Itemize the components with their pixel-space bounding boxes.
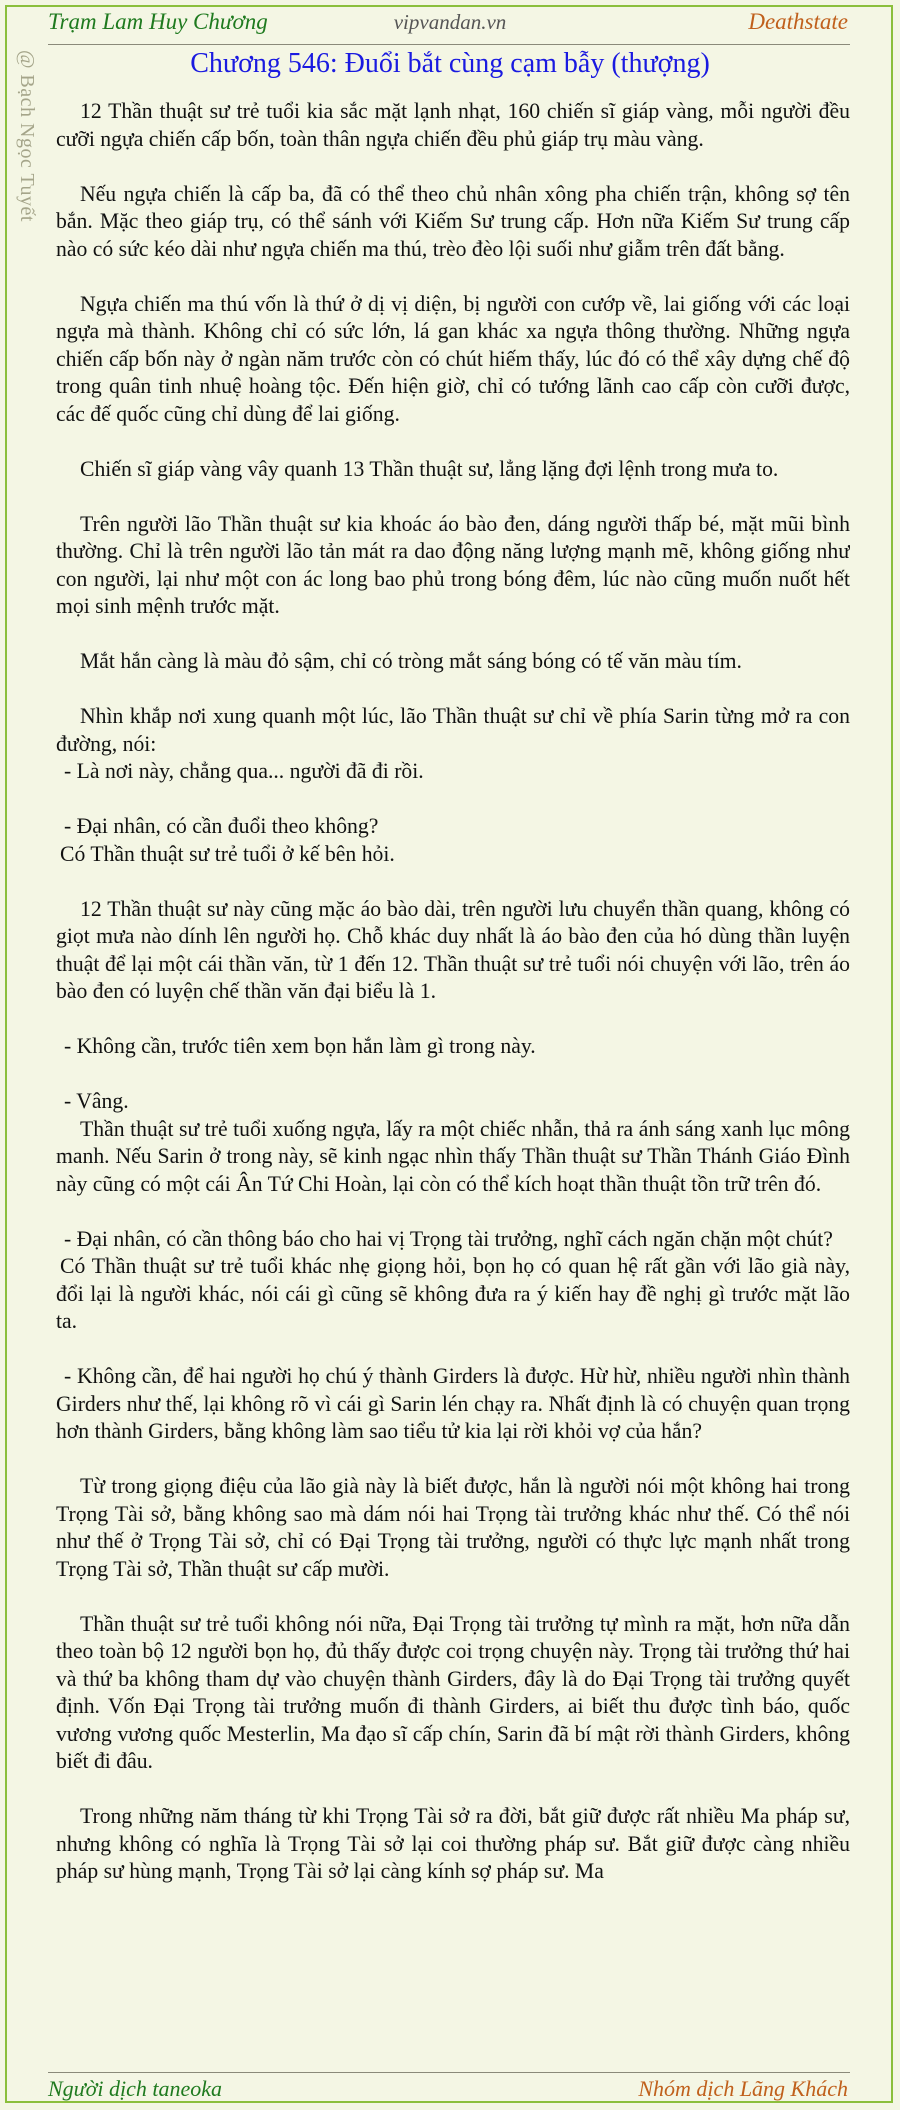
header-author: Trạm Lam Huy Chương <box>48 9 268 34</box>
paragraph: Từ trong giọng điệu của lão già này là biết được, hắn là người nói một không hai trong Trọng Tài sở, bằng không sao mà dám nói hai Trọng tài trưởng khác như thế. Có thể nói như thế ở Trọng Tài sở, chỉ có Đại Trọng tài trưởng, người có thực lực mạnh nhất trong Trọng Tài sở, Thần thuật sư cấp mười. <box>56 1474 850 1581</box>
dialogue-line: - Không cần, trước tiên xem bọn hắn làm gì trong này. <box>64 1034 536 1058</box>
header-book-title: Deathstate <box>748 9 848 34</box>
paragraph: Ngựa chiến ma thú vốn là thứ ở dị vị diện, bị người con cướp về, lai giống với các loại ngựa mà thành. Không chỉ có sức lớn, lá gan khác xa ngựa thông thường. Những ngựa chiến cấp bốn này ở ngàn năm trước còn có chút hiếm thấy, lúc đó có thể xây dựng chế độ trong quân tinh nhuệ hoàng tộc. Đến hiện giờ, chỉ có tướng lãnh cao cấp còn cưỡi được, các đế quốc cũng chỉ dùng để lai giống. <box>56 291 850 426</box>
footer-group: Nhóm dịch Lãng Khách <box>638 2076 848 2101</box>
footer-divider <box>48 2072 850 2073</box>
dialogue-line: - Là nơi này, chẳng qua... người đã đi rồi. <box>64 759 424 783</box>
dialogue-line: - Vâng. <box>64 1089 129 1113</box>
paragraph: Thần thuật sư trẻ tuổi xuống ngựa, lấy ra một chiếc nhẫn, thả ra ánh sáng xanh lục mông manh. Nếu Sarin ở trong này, sẽ kinh ngạc nhìn thấy Thần thuật sư Thần Thánh Giáo Đình này cũng có một cái Ân Tứ Chi Hoàn, lại còn có thể kích hoạt thần thuật tồn trữ trên đó. <box>56 1116 850 1196</box>
dialogue-line: - Đại nhân, có cần đuổi theo không? <box>64 814 379 838</box>
dialogue-line: - Không cần, để hai người họ chú ý thành Girders là được. Hừ hừ, nhiều người nhìn thành Girders như thế, lại không rõ vì cái gì Sarin lén chạy ra. Nhất định là có chuyện quan trọng hơn thành Girders, bằng không làm sao tiểu tử kia lại rời khỏi vợ của hắn? <box>56 1364 850 1443</box>
header-site: vipvandan.vn <box>393 10 507 34</box>
paragraph: Nhìn khắp nơi xung quanh một lúc, lão Thần thuật sư chỉ về phía Sarin từng mở ra con đường, nói: <box>56 704 850 756</box>
footer-translator: Người dịch taneoka <box>48 2076 223 2101</box>
side-watermark: @ Bạch Ngọc Tuyết <box>16 50 38 222</box>
paragraph: Mắt hắn càng là màu đỏ sậm, chỉ có tròng mắt sáng bóng có tế văn màu tím. <box>80 649 742 673</box>
paragraph: 12 Thần thuật sư trẻ tuổi kia sắc mặt lạnh nhạt, 160 chiến sĩ giáp vàng, mỗi người đều cưỡi ngựa chiến cấp bốn, toàn thân ngựa chiến đều phủ giáp trụ màu vàng. <box>56 99 850 151</box>
page-header <box>0 0 900 44</box>
paragraph: Có Thần thuật sư trẻ tuổi khác nhẹ giọng hỏi, bọn họ có quan hệ rất gần với lão già này, đổi lại là người khác, nói cái gì cũng sẽ không đưa ra ý kiến hay đề nghị gì trước mặt lão ta. <box>56 1254 850 1333</box>
header-divider <box>48 44 850 45</box>
paragraph: Có Thần thuật sư trẻ tuổi ở kế bên hỏi. <box>60 841 395 866</box>
dialogue-line: - Đại nhân, có cần thông báo cho hai vị Trọng tài trưởng, nghĩ cách ngăn chặn một chút? <box>64 1226 833 1251</box>
paragraph: Nếu ngựa chiến là cấp ba, đã có thể theo chủ nhân xông pha chiến trận, không sợ tên bắn. Mặc theo giáp trụ, có thể sánh với Kiếm Sư trung cấp. Hơn nữa Kiếm Sư trung cấp nào có sức kéo dài như ngựa chiến ma thú, trèo đèo lội suối như giẫm trên đất bằng. <box>56 181 850 261</box>
paragraph: Trong những năm tháng từ khi Trọng Tài sở ra đời, bắt giữ được rất nhiều Ma pháp sư, nhưng không có nghĩa là Trọng Tài sở lại coi thường pháp sư. Bắt giữ được càng nhiều pháp sư hùng mạnh, Trọng Tài sở lại càng kính sợ pháp sư. Ma <box>56 1804 850 1883</box>
paragraph: 12 Thần thuật sư này cũng mặc áo bào dài, trên người lưu chuyển thần quang, không có giọt mưa nào dính lên người họ. Chỗ khác duy nhất là áo bào đen của hó dùng thần luyện thuật để lại một cái thần văn, từ 1 đến 12. Thần thuật sư trẻ tuổi nói chuyện với lão, trên áo bào đen có luyện chế thần văn đại biểu là 1. <box>56 896 850 1003</box>
paragraph: Thần thuật sư trẻ tuổi không nói nữa, Đại Trọng tài trưởng tự mình ra mặt, hơn nữa dẫn theo toàn bộ 12 người bọn họ, đủ thấy được coi trọng chuyện này. Trọng tài trưởng thứ hai và thứ ba không tham dự vào chuyện thành Girders, đây là do Đại Trọng tài trưởng quyết định. Vốn Đại Trọng tài trưởng muốn đi thành Girders, ai biết thu được tình báo, quốc vương vương quốc Mesterlin, Ma đạo sĩ cấp chín, Sarin đã bí mật rời thành Girders, không biết đi đâu. <box>56 1611 850 1773</box>
chapter-body <box>56 98 850 2064</box>
chapter-title: Chương 546: Đuổi bắt cùng cạm bẫy (thượng) <box>190 48 710 79</box>
paragraph: Trên người lão Thần thuật sư kia khoác áo bào đen, dáng người thấp bé, mặt mũi bình thường. Chỉ là trên người lão tản mát ra dao động năng lượng mạnh mẽ, không giống như con người, lại như một con ác long bao phủ trong bóng đêm, lúc nào cũng muốn nuốt hết mọi sinh mệnh trước mặt. <box>56 511 850 618</box>
paragraph: Chiến sĩ giáp vàng vây quanh 13 Thần thuật sư, lẳng lặng đợi lệnh trong mưa to. <box>80 456 779 481</box>
